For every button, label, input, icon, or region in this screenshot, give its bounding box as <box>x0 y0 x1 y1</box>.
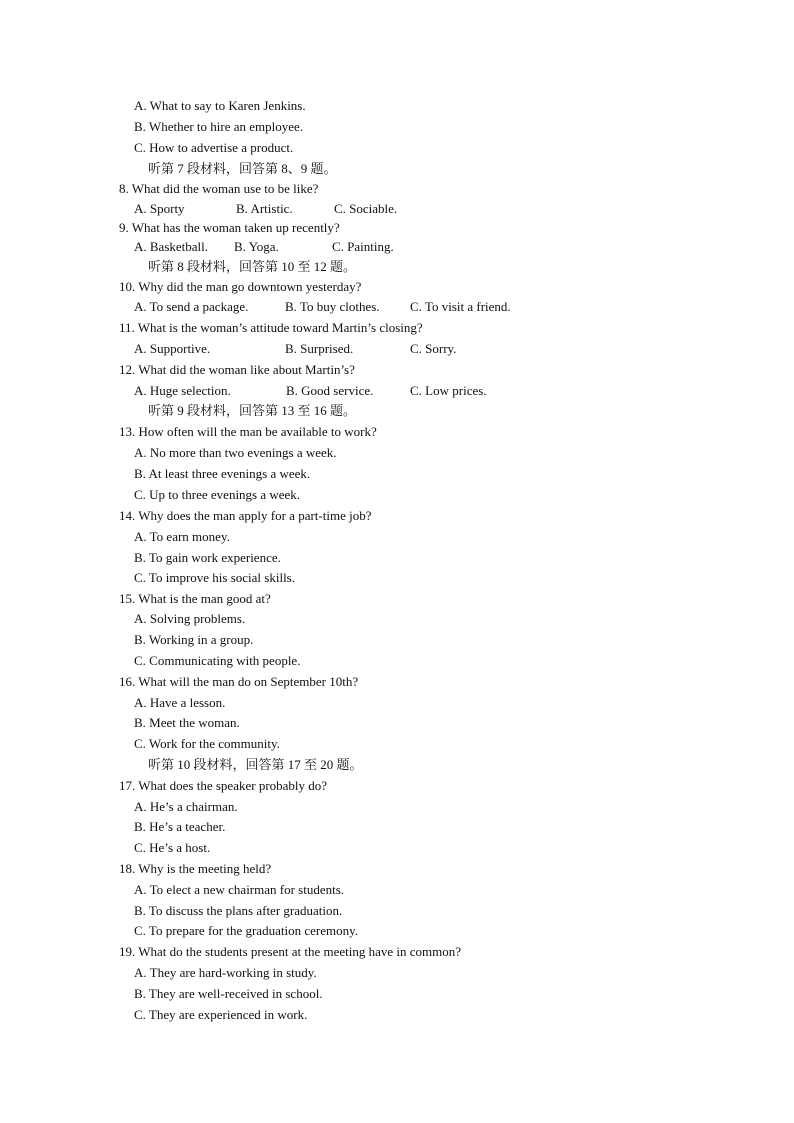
question-text: 18. Why is the meeting held? <box>119 861 272 876</box>
question-text: 14. Why does the man apply for a part-time job? <box>119 508 372 523</box>
answer-option: A. Sporty <box>134 201 185 216</box>
answer-option: C. Low prices. <box>410 383 487 398</box>
section-instruction: 听第 9 段材料，回答第 13 至 16 题。 <box>148 403 357 418</box>
answer-option: B. Working in a group. <box>134 632 254 647</box>
answer-option: B. They are well-received in school. <box>134 986 323 1001</box>
question-text: 13. How often will the man be available to work? <box>119 424 377 439</box>
answer-option: B. Artistic. <box>236 201 293 216</box>
answer-option: C. Sorry. <box>410 341 457 356</box>
answer-option: A. They are hard-working in study. <box>134 965 317 980</box>
answer-option: A. Have a lesson. <box>134 695 226 710</box>
answer-option: C. Up to three evenings a week. <box>134 487 301 502</box>
answer-option: C. Sociable. <box>334 201 398 216</box>
question-text: 10. Why did the man go downtown yesterday? <box>119 279 362 294</box>
answer-option: C. To visit a friend. <box>410 299 511 314</box>
answer-option: B. Yoga. <box>234 239 279 254</box>
answer-option: A. To elect a new chairman for students. <box>134 882 345 897</box>
answer-option: C. They are experienced in work. <box>134 1007 308 1022</box>
answer-option: B. To discuss the plans after graduation. <box>134 903 343 918</box>
answer-option: A. To earn money. <box>134 529 230 544</box>
answer-option: B. To gain work experience. <box>134 550 281 565</box>
answer-option: C. To improve his social skills. <box>134 570 295 585</box>
answer-option: C. To prepare for the graduation ceremony. <box>134 923 358 938</box>
answer-option: B. Surprised. <box>285 341 354 356</box>
question-text: 9. What has the woman taken up recently? <box>119 220 340 235</box>
section-instruction: 听第 8 段材料，回答第 10 至 12 题。 <box>148 259 357 274</box>
answer-option: A. What to say to Karen Jenkins. <box>134 98 306 113</box>
section-instruction: 听第 10 段材料，回答第 17 至 20 题。 <box>148 757 363 772</box>
question-text: 15. What is the man good at? <box>119 591 271 606</box>
answer-option: B. To buy clothes. <box>285 299 380 314</box>
answer-option: B. Meet the woman. <box>134 715 240 730</box>
question-text: 11. What is the woman’s attitude toward Martin’s closing? <box>119 320 423 335</box>
answer-option: A. Supportive. <box>134 341 211 356</box>
answer-option: C. Work for the community. <box>134 736 280 751</box>
answer-option: C. How to advertise a product. <box>134 140 294 155</box>
question-text: 19. What do the students present at the meeting have in common? <box>119 944 462 959</box>
answer-option: A. Solving problems. <box>134 611 246 626</box>
answer-option: B. At least three evenings a week. <box>134 466 311 481</box>
answer-option: A. No more than two evenings a week. <box>134 445 337 460</box>
question-text: 16. What will the man do on September 10th? <box>119 674 359 689</box>
answer-option: A. He’s a chairman. <box>134 799 238 814</box>
section-instruction: 听第 7 段材料，回答第 8、9 题。 <box>148 161 337 176</box>
answer-option: B. He’s a teacher. <box>134 819 226 834</box>
answer-option: A. To send a package. <box>134 299 249 314</box>
answer-option: B. Whether to hire an employee. <box>134 119 304 134</box>
question-text: 8. What did the woman use to be like? <box>119 181 319 196</box>
answer-option: B. Good service. <box>286 383 374 398</box>
question-text: 12. What did the woman like about Martin’s? <box>119 362 355 377</box>
answer-option: C. He’s a host. <box>134 840 211 855</box>
question-text: 17. What does the speaker probably do? <box>119 778 328 793</box>
answer-option: A. Huge selection. <box>134 383 231 398</box>
answer-option: C. Painting. <box>332 239 394 254</box>
answer-option: A. Basketball. <box>134 239 209 254</box>
answer-option: C. Communicating with people. <box>134 653 301 668</box>
